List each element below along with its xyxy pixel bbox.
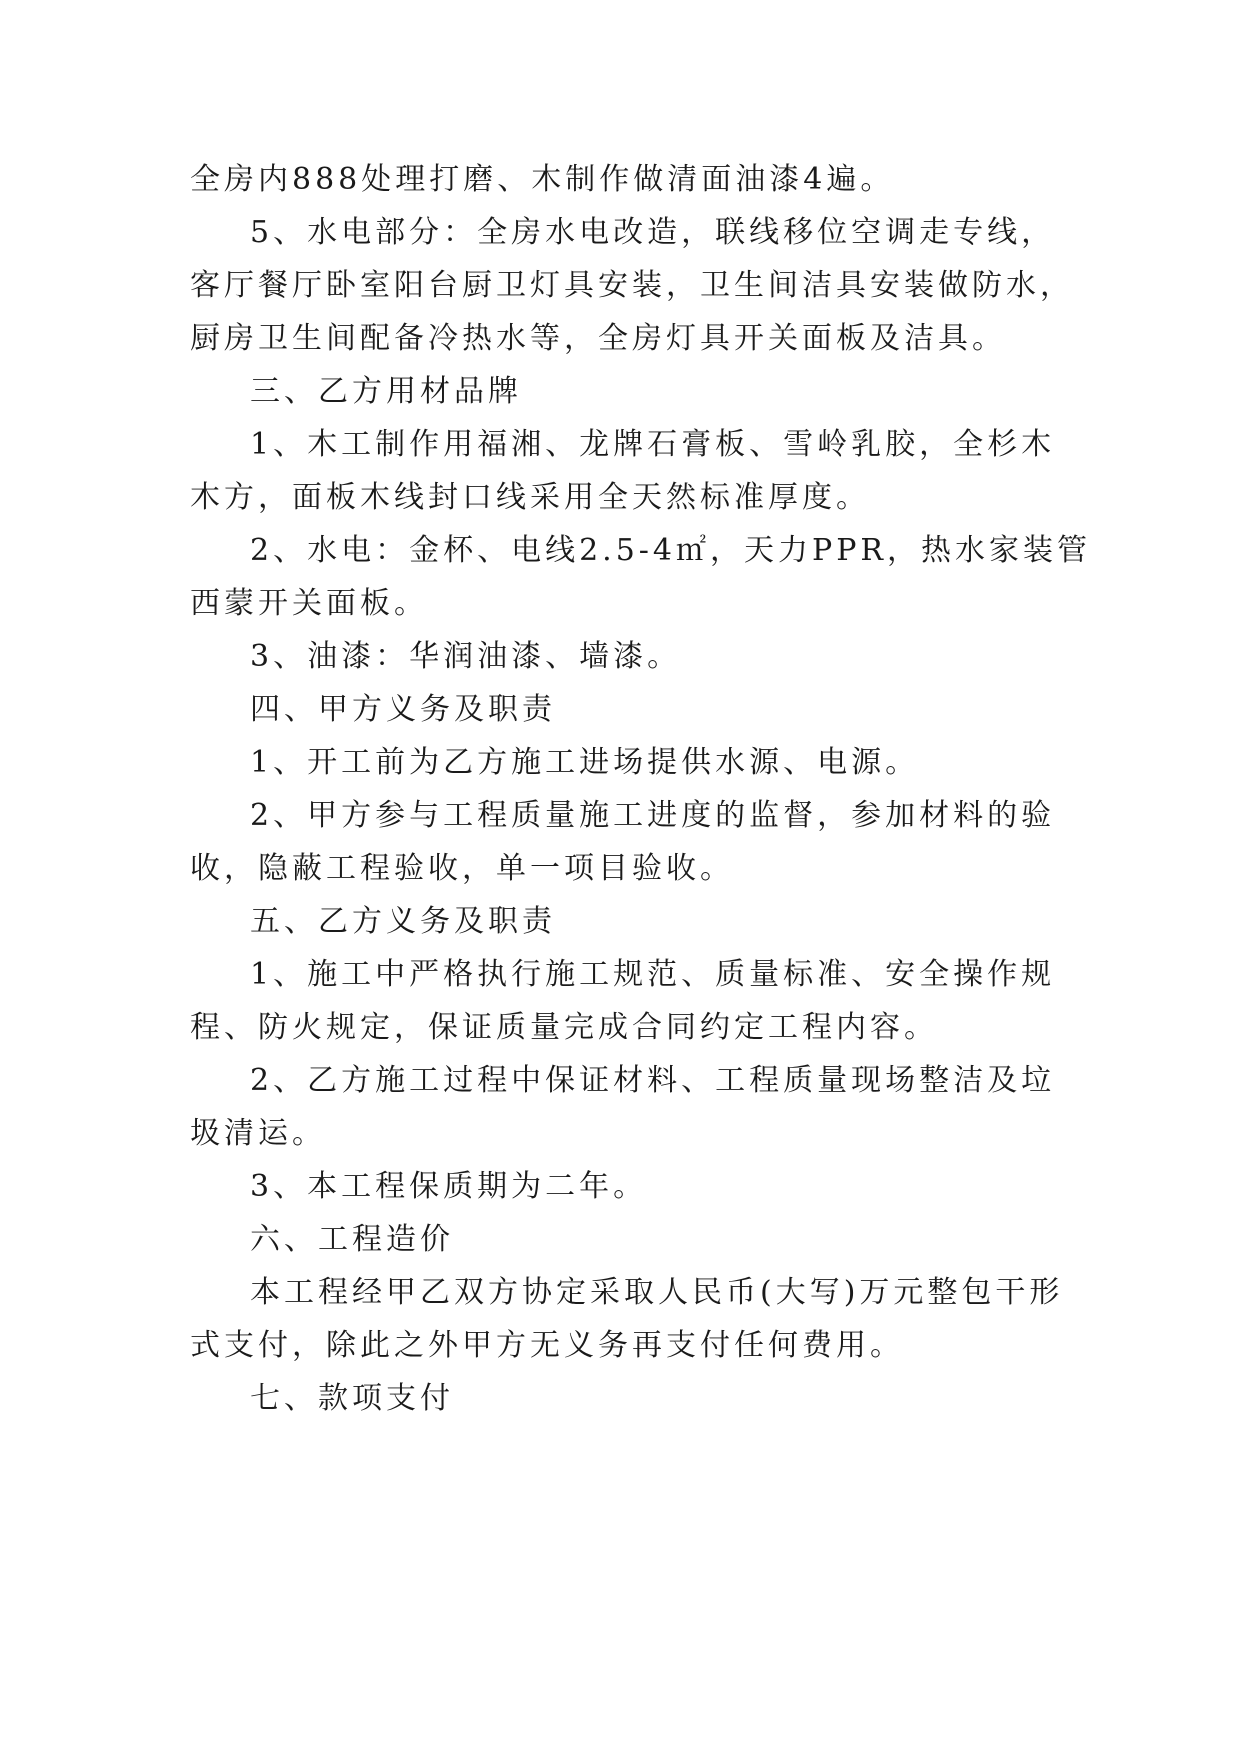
text-line: 圾清运。 <box>190 1116 326 1151</box>
text-line: 2、乙方施工过程中保证材料、工程质量现场整洁及垃 <box>250 1063 1056 1098</box>
text-line: 1、开工前为乙方施工进场提供水源、电源。 <box>250 745 920 780</box>
text-line: 1、木工制作用福湘、龙牌石膏板、雪岭乳胶，全杉木 <box>250 427 1056 462</box>
text-line: 程、防火规定，保证质量完成合同约定工程内容。 <box>190 1010 938 1045</box>
section-heading: 四、甲方义务及职责 <box>250 692 556 727</box>
text-line: 全房内888处理打磨、木制作做清面油漆4遍。 <box>190 162 895 197</box>
text-line: 收，隐蔽工程验收，单一项目验收。 <box>190 851 734 886</box>
text-line: 2、甲方参与工程质量施工进度的监督，参加材料的验 <box>250 798 1056 833</box>
text-line: 2、水电：金杯、电线2.5-4㎡，天力PPR，热水家装管 <box>250 533 1091 568</box>
section-heading: 六、工程造价 <box>250 1222 454 1257</box>
text-line: 西蒙开关面板。 <box>190 586 428 621</box>
text-line: 本工程经甲乙双方协定采取人民币(大写)万元整包干形 <box>250 1275 1064 1310</box>
text-line: 客厅餐厅卧室阳台厨卫灯具安装，卫生间洁具安装做防水， <box>190 268 1074 303</box>
text-line: 3、油漆：华润油漆、墙漆。 <box>250 639 682 674</box>
section-heading: 七、款项支付 <box>250 1381 454 1416</box>
text-line: 1、施工中严格执行施工规范、质量标准、安全操作规 <box>250 957 1056 992</box>
section-heading: 三、乙方用材品牌 <box>250 374 522 409</box>
text-line: 木方，面板木线封口线采用全天然标准厚度。 <box>190 480 870 515</box>
text-line: 5、水电部分：全房水电改造，联线移位空调走专线， <box>250 215 1056 250</box>
text-line: 式支付，除此之外甲方无义务再支付任何费用。 <box>190 1328 904 1363</box>
text-line: 3、本工程保质期为二年。 <box>250 1169 648 1204</box>
text-line: 厨房卫生间配备冷热水等，全房灯具开关面板及洁具。 <box>190 321 1006 356</box>
section-heading: 五、乙方义务及职责 <box>250 904 556 939</box>
